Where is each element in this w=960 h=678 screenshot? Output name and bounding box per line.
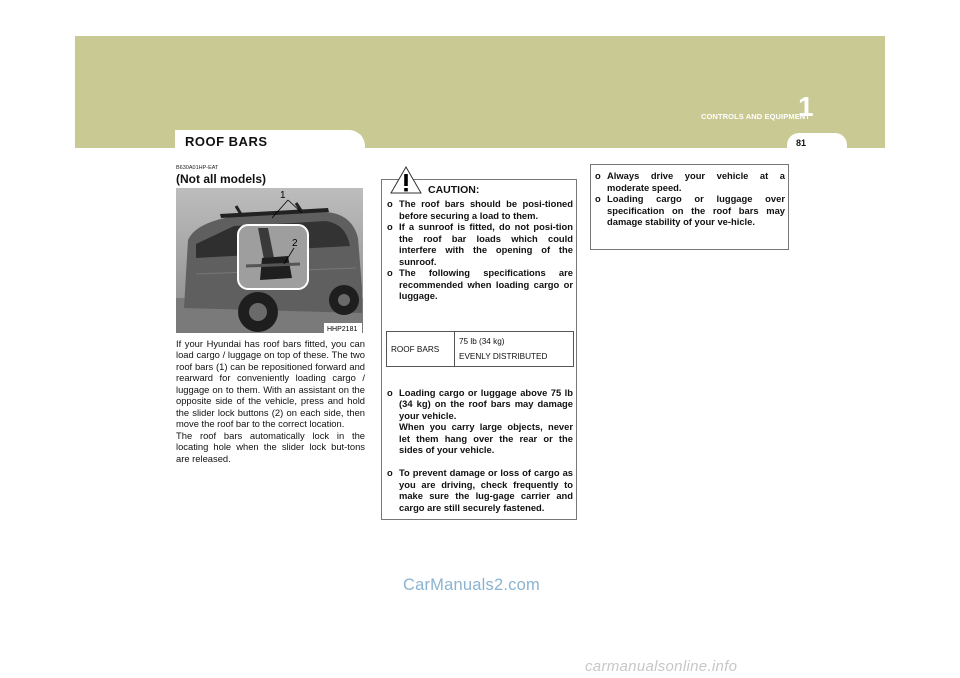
spec-weight: 75 lb (34 kg) xyxy=(459,337,505,346)
section-title: ROOF BARS xyxy=(185,134,268,149)
caution-item: o The following specifications are recommended when loading cargo or luggage. xyxy=(387,267,573,301)
roof-bar-spec-table xyxy=(386,331,574,367)
caution-item: o Loading cargo or luggage above 75 lb (34 kg) on the roof bars may damage your vehicle. When you carry large objects, never let them hang over the rear or the sides of your vehicle. xyxy=(387,386,573,455)
roof-bars-photo xyxy=(176,188,363,333)
spec-distribution: EVENLY DISTRIBUTED xyxy=(459,352,548,361)
caution-list-bottom xyxy=(387,375,573,525)
section-code: B630A01HP-EAT xyxy=(176,165,219,171)
spec-label: ROOF BARS xyxy=(391,345,440,354)
suv-roof-bars-illustration xyxy=(176,188,363,333)
chapter-title: CONTROLS AND EQUIPMENT xyxy=(700,112,810,121)
callout-2: 2 xyxy=(292,238,298,249)
figure-id: HHP2181 xyxy=(327,326,358,333)
callout-1: 1 xyxy=(280,190,286,201)
advice-item: o Loading cargo or luggage over specification on the roof bars may damage stability of your ve-hicle. xyxy=(595,193,785,227)
chapter-number: 1 xyxy=(798,91,814,122)
caution-item: o The roof bars should be posi-tioned before securing a load to them. xyxy=(387,198,573,221)
advice-item: o Always drive your vehicle at a moderate speed. xyxy=(595,170,785,193)
footer-watermark: carmanualsonline.info xyxy=(585,658,738,675)
page-number: 81 xyxy=(795,138,806,148)
caution-item: o To prevent damage or loss of cargo as you are driving, check frequently to make sure the lug-gage carrier and cargo are still securely fastened. xyxy=(387,467,573,513)
body-paragraph: If your Hyundai has roof bars fitted, you can load cargo / luggage on top of these. The two roof bars (1) can be repositioned forward and rearward for conveniently loading cargo / luggage on to them. With an assistant on the opposite side of the vehicle, press and hold the slider lock buttons (2) on each side, then move the roof bar to the correct location. The roof bars automatically lock in the locating hole when the slider lock but-tons are released. xyxy=(176,338,365,464)
section-subtitle: (Not all models) xyxy=(176,172,267,186)
watermark-link[interactable]: CarManuals2.com xyxy=(403,576,540,594)
spec-divider xyxy=(454,332,455,366)
warning-triangle-icon xyxy=(389,165,423,200)
caution-item: o If a sunroof is fitted, do not posi-tion the roof bar loads which could interfere with the opening of the sunroof. xyxy=(387,221,573,267)
caution-list-top xyxy=(387,198,573,302)
speed-advice-list xyxy=(595,170,785,228)
caution-title: CAUTION: xyxy=(428,184,480,196)
